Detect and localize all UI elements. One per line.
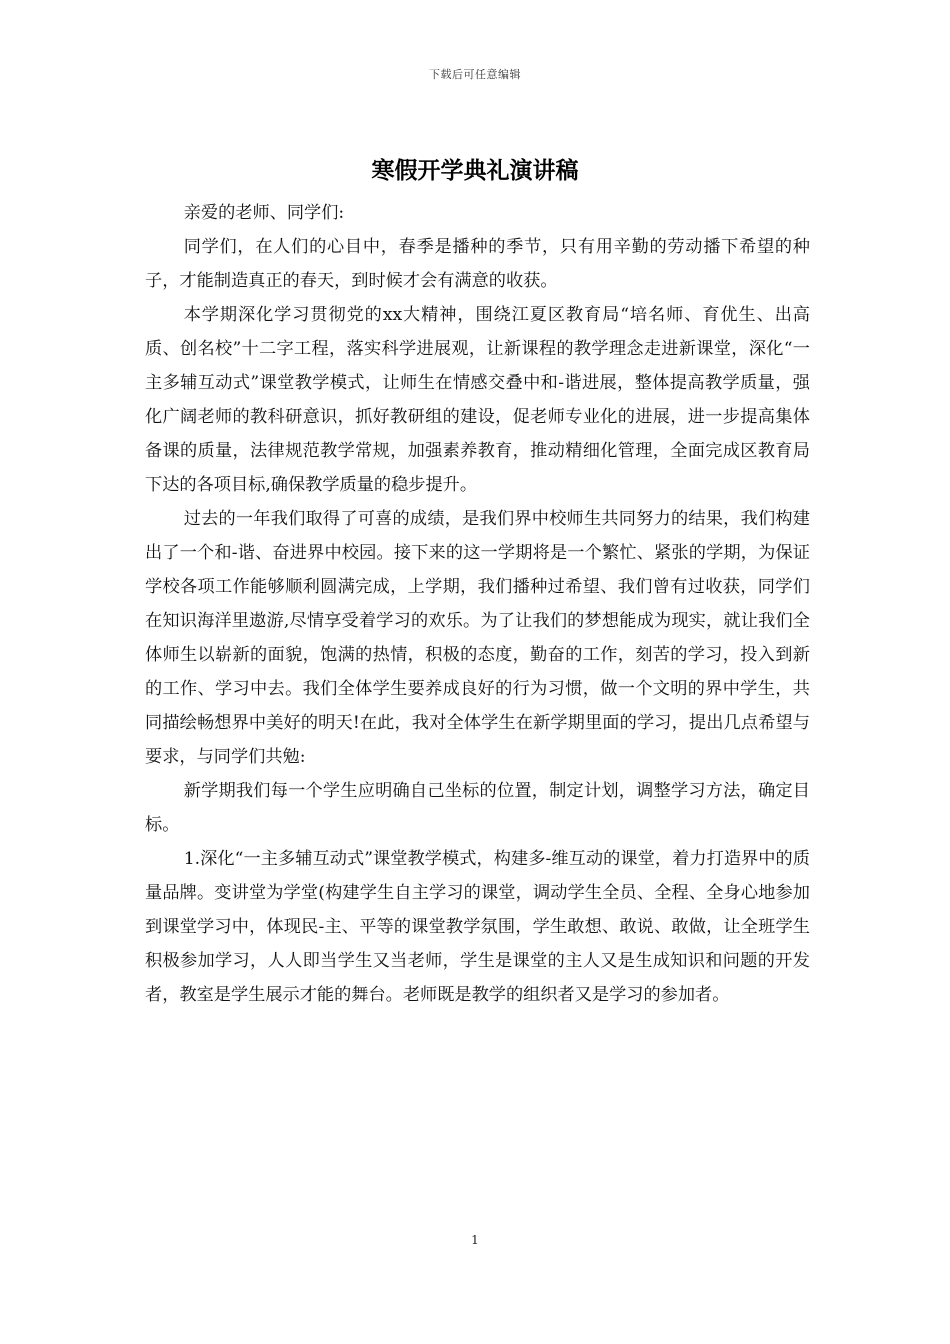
document-body bbox=[145, 196, 810, 1012]
paragraph: 本学期深化学习贯彻党的xx大精神，围绕江夏区教育局“培名师、育优生、出高质、创名校”十二字工程，落实科学进展观，让新课程的教学理念走进新课堂，深化“一主多辅互动式”课堂教学模式，让师生在情感交叠中和-谐进展，整体提高教学质量，强化广阔老师的教科研意识，抓好教研组的建设，促老师专业化的进展，进一步提高集体备课的质量，法律规范教学常规，加强素养教育，推动精细化管理，全面完成区教育局下达的各项目标,确保教学质量的稳步提升。 bbox=[145, 305, 810, 495]
paragraph-greeting: 亲爱的老师、同学们: bbox=[183, 203, 345, 223]
paragraph: 同学们，在人们的心目中，春季是播种的季节，只有用辛勤的劳动播下希望的种子，才能制造真正的春天，到时候才会有满意的收获。 bbox=[145, 237, 810, 291]
page-number: 1 bbox=[471, 1233, 479, 1247]
paragraph: 过去的一年我们取得了可喜的成绩，是我们界中校师生共同努力的结果，我们构建出了一个和-谐、奋进界中校园。接下来的这一学期将是一个繁忙、紧张的学期，为保证学校各项工作能够顺利圆满完成，上学期，我们播种过希望、我们曾有过收获，同学们在知识海洋里遨游,尽情享受着学习的欢乐。为了让我们的梦想能成为现实，就让我们全体师生以崭新的面貌，饱满的热情，积极的态度，勤奋的工作，刻苦的学习，投入到新的工作、学习中去。我们全体学生要养成良好的行为习惯，做一个文明的界中学生，共同描绘畅想界中美好的明天!在此，我对全体学生在新学期里面的学习，提出几点希望与要求，与同学们共勉: bbox=[145, 509, 810, 767]
document-title: 寒假开学典礼演讲稿 bbox=[371, 157, 579, 184]
header-note: 下载后可任意编辑 bbox=[429, 68, 521, 81]
paragraph: 新学期我们每一个学生应明确自己坐标的位置，制定计划，调整学习方法，确定目标。 bbox=[145, 781, 810, 835]
paragraph: 1.深化“一主多辅互动式”课堂教学模式，构建多-维互动的课堂，着力打造界中的质量品牌。变讲堂为学堂(构建学生自主学习的课堂，调动学生全员、全程、全身心地参加到课堂学习中，体现民-主、平等的课堂教学氛围，学生敢想、敢说、敢做，让全班学生积极参加学习，人人即当学生又当老师，学生是课堂的主人又是生成知识和问题的开发者，教室是学生展示才能的舞台。老师既是教学的组织者又是学习的参加者。 bbox=[145, 849, 810, 1005]
